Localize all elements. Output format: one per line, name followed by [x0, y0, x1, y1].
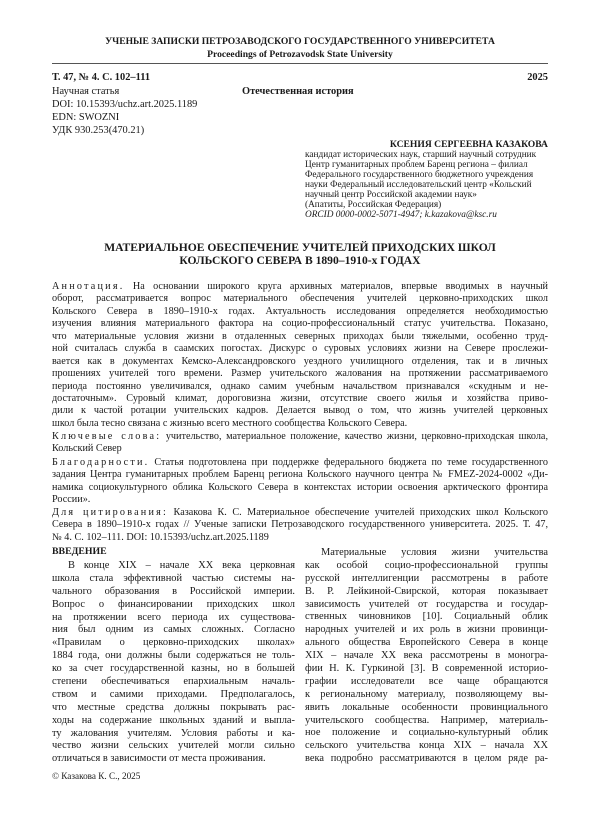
body-column-left [52, 560, 295, 766]
body-line: Вопрос о финансировании приходских школ [52, 598, 295, 610]
body-line: ту жалования учителям. Условия работы и ка- [52, 727, 295, 739]
article-title [52, 242, 548, 268]
body-line: ством и самими приходами. Предполагалось, [52, 688, 295, 700]
paragraph-line: Кольского Севера в 1890–1910-х годах. Актуальность исследования определяется необходимостью [52, 305, 548, 317]
body-line: ходы на содержание школьных зданий и выпла- [52, 714, 295, 726]
body-line: школа стала эффективной частью системы на- [52, 572, 295, 584]
keywords-label: Ключевые слова: [52, 431, 162, 442]
paragraph-text: На основании широкого круга архивных материалов, впервые вводимых в научный [132, 281, 548, 292]
body-line: чального образования в Российской империи. [52, 585, 295, 597]
body-line: графии исследователи все чаще обращаются [305, 675, 548, 687]
body-line: ственных чиновников [10]. Социальный облик [305, 611, 548, 623]
body-line: В конце XIX – начале XX века церковная [68, 560, 295, 571]
keywords [52, 431, 548, 456]
paragraph-text: учительство, материальное положение, качество жизни, церковно-приходская школа, [165, 431, 548, 442]
title-line: МАТЕРИАЛЬНОЕ ОБЕСПЕЧЕНИЕ УЧИТЕЛЕЙ ПРИХОДСКИХ ШКОЛ [104, 241, 496, 254]
acknowledgments [52, 457, 548, 507]
paragraph-line [52, 431, 548, 443]
citation-label: Для цитирования: [52, 507, 169, 518]
affiliation-line: Центр гуманитарных проблем Баренц региона – филиал [305, 160, 528, 170]
paragraph-line: Кольский Север [52, 443, 122, 455]
paragraph-line: дили к частой ротации учительских кадров. Делается вывод о том, что жизнь учителей церковных [52, 405, 548, 417]
paragraph-text: Статья подготовлена при поддержке федерального бюджета по теме государственного [154, 457, 548, 468]
body-line: сельского учительства конца XIX – начала XX [305, 740, 548, 752]
author-contacts: ORCID 0000-0002-5071-4947; k.kazakova@ksc.ru [305, 210, 497, 220]
body-line: «Правилам о церковно-приходских школах» [52, 637, 295, 649]
abstract-label: Аннотация. [52, 281, 125, 292]
paragraph-text: Казакова К. С. Материальное обеспечение учителей приходских школ Кольского [173, 507, 548, 518]
section-heading: ВВЕДЕНИЕ [52, 546, 107, 557]
journal-title-ru: УЧЕНЫЕ ЗАПИСКИ ПЕТРОЗАВОДСКОГО ГОСУДАРСТВЕННОГО УНИВЕРСИТЕТА [105, 36, 495, 47]
body-line: чество жизни сельских учителей могли сильно [52, 740, 295, 752]
affiliation-line: кандидат исторических наук, старший научный сотрудник [305, 150, 537, 160]
abstract [52, 281, 548, 430]
acknowledgments-label: Благодарности. [52, 457, 150, 468]
body-line: зависимость учителей от государства и государ- [305, 598, 548, 610]
body-line: явить локальные особенности провинциального [305, 701, 548, 713]
affiliation-line: Федерального государственного бюджетного учреждения [305, 170, 534, 180]
body-line: ния был одним из самых сложных. Согласно [52, 624, 295, 636]
paragraph-line: задания Центра гуманитарных проблем Баренц региона Кольского научного центра № FMEZ-2024-0002 «Ди- [52, 469, 548, 481]
paragraph-line: оборот, рассматривается вопрос материального обеспечения учителей церковно-приходских школ [52, 293, 548, 305]
body-column-right [305, 547, 548, 766]
article-type: Научная статья [52, 86, 120, 97]
year: 2025 [527, 72, 548, 83]
paragraph-line: достаточным». Суровый климат, дороговизна жизни, отсутствие своего жилья и хозяйства приво- [52, 392, 548, 404]
author-affiliation [305, 150, 548, 220]
body-line: к региональному материалу, позволяющему вы- [305, 688, 548, 700]
paragraph-line: намика социокультурного облика Кольского Севера в контекстах истории освоения арктического фронтира [52, 481, 548, 493]
body-line: В. Р. Лейкиной-Свирской, которая показывает [305, 585, 548, 597]
paragraph-line: вается как в документах Кемско-Александровского уездного училищного отделения, так и в личных [52, 355, 548, 367]
copyright: © Казакова К. С., 2025 [52, 771, 141, 781]
title-line: КОЛЬСКОГО СЕВЕРА В 1890–1910-х ГОДАХ [179, 253, 421, 267]
paragraph-line: периода постоянно увеличивался, однако самим учебным начальством признавался «скудным и не- [52, 380, 548, 392]
affiliation-line: (Апатиты, Российская Федерация) [305, 200, 442, 210]
journal-title-en: Proceedings of Petrozavodsk State University [207, 49, 393, 60]
paragraph-line: изучения влияния материального фактора на социо-профессиональный статус учительства. Показано, [52, 318, 548, 330]
edn: EDN: SWOZNI [52, 112, 120, 123]
header-divider [52, 63, 548, 64]
body-line: на протяжении всего периода их существова- [52, 611, 295, 623]
body-line: отличаться в зависимости от места проживания. [52, 753, 266, 765]
body-line: века подробно рассматриваются в целом ряде ра- [305, 753, 548, 765]
body-line: ко за счет государственной казны, но в большей [52, 663, 295, 675]
body-line: Материальные условия жизни учительства [321, 547, 548, 558]
body-line: что местные средства должны покрывать рас- [52, 701, 295, 713]
body-line: 1884 года, они должны были содержаться не толь- [52, 650, 295, 662]
paragraph-line: № 4. С. 102–111. DOI: 10.15393/uchz.art.2025.1189 [52, 531, 269, 543]
doi: DOI: 10.15393/uchz.art.2025.1189 [52, 99, 198, 110]
citation [52, 507, 548, 544]
body-line: учительского сообщества. Например, материаль- [305, 714, 548, 726]
body-line: ное положение и социально-культурный облик [305, 727, 548, 739]
paragraph-line [52, 457, 548, 469]
body-line: народных учителей и их роль в жизни провинци- [305, 624, 548, 636]
paragraph-line: Севера в 1890–1910-х годах // Ученые записки Петрозаводского государственного университета. 2025. Т. 47, [52, 519, 548, 531]
paragraph-line: России». [52, 494, 91, 506]
paragraph-line: прошениях учителей того времени. Размер учительского жалования на протяжении рассматриваемого [52, 368, 548, 380]
body-line: степени обеспечиваться епархиальным началь- [52, 676, 295, 688]
paragraph-line: что материальные условия жизни в отдаленных северных приходах были тяжелыми, особенно труд- [52, 330, 548, 342]
paragraph-line [52, 507, 548, 519]
affiliation-line: науки Федеральный исследовательский центр «Кольский [305, 180, 532, 190]
body-line: фии Н. К. Гуркиной [3]. В современной историо- [305, 663, 548, 675]
author-name: КСЕНИЯ СЕРГЕЕВНА КАЗАКОВА [389, 139, 548, 150]
section: Отечественная история [242, 86, 354, 97]
body-line: XIX – начале XX века рассмотрены в моногра- [305, 650, 548, 662]
paragraph-line: ной считалась служба в саамских погостах. Дискурс о суровых условиях жизни на Севере прослежи- [52, 343, 548, 355]
body-line: ального общества Европейского Севера в конце [305, 637, 548, 649]
affiliation-line: научный центр Российской академии наук» [305, 190, 477, 200]
paragraph-line: школ была тесно связана с жизнью всего местного сообщества Кольского Севера. [52, 417, 408, 429]
body-line: как особой социо-профессиональной группы [305, 559, 548, 571]
udk: УДК 930.253(470.21) [52, 125, 145, 136]
volume-info: Т. 47, № 4. С. 102–111 [52, 72, 151, 83]
paragraph-line [52, 281, 548, 293]
body-line: русской интеллигенции рассмотрены в работе [305, 572, 548, 584]
